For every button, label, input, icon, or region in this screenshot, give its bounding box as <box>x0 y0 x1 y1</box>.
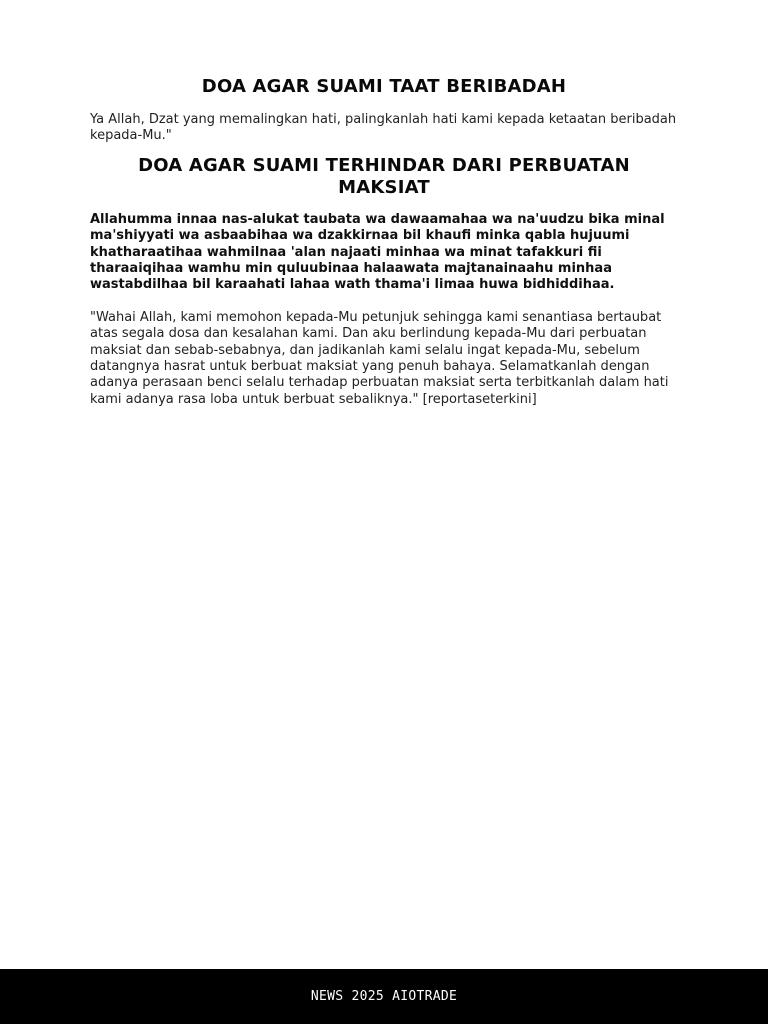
heading-taat-beribadah: DOA AGAR SUAMI TAAT BERIBADAH <box>201 76 567 97</box>
article-body <box>90 76 678 408</box>
prayer-translation: "Wahai Allah, kami memohon kepada-Mu petunjuk sehingga kami senantiasa bertaubat atas segala dosa dan kesalahan kami. Dan aku berlindung kepada-Mu dari perbuatan maksiat dan sebab-sebabnya, dan jadikanlah kami selalu ingat kepada-Mu, sebelum datangnya hasrat untuk berbuat maksiat yang penuh bahaya. Selamatkanlah dengan adanya perasaan benci selalu terhadap perbuatan maksiat serta terbitkanlah dalam hati kami adanya rasa loba untuk berbuat sebaliknya." [reportaseterkini] <box>90 309 669 407</box>
footer-text: NEWS 2025 AIOTRADE <box>310 989 458 1004</box>
prayer-transliteration: Allahumma innaa nas-alukat taubata wa dawaamahaa wa na'uudzu bika minal ma'shiyyati wa asbaabihaa wa dzakkirnaa bil khaufi minka qabla hujuumi khatharaatihaa wahmilnaa 'alan najaati minhaa wa minat tafakkuri fii tharaaiqihaa wamhu min quluubinaa halaawata majtanainaahu minhaa wastabdilhaa bil karaahati lahaa wath thama'i limaa huwa bidhiddihaa. <box>90 211 665 293</box>
footer-bar <box>0 969 768 1024</box>
heading-terhindar-maksiat: DOA AGAR SUAMI TERHINDAR DARI PERBUATAN MAKSIAT <box>138 154 630 198</box>
paragraph-taat-beribadah: Ya Allah, Dzat yang memalingkan hati, palingkanlah hati kami kepada ketaatan beribadah kepada-Mu." <box>90 112 677 144</box>
